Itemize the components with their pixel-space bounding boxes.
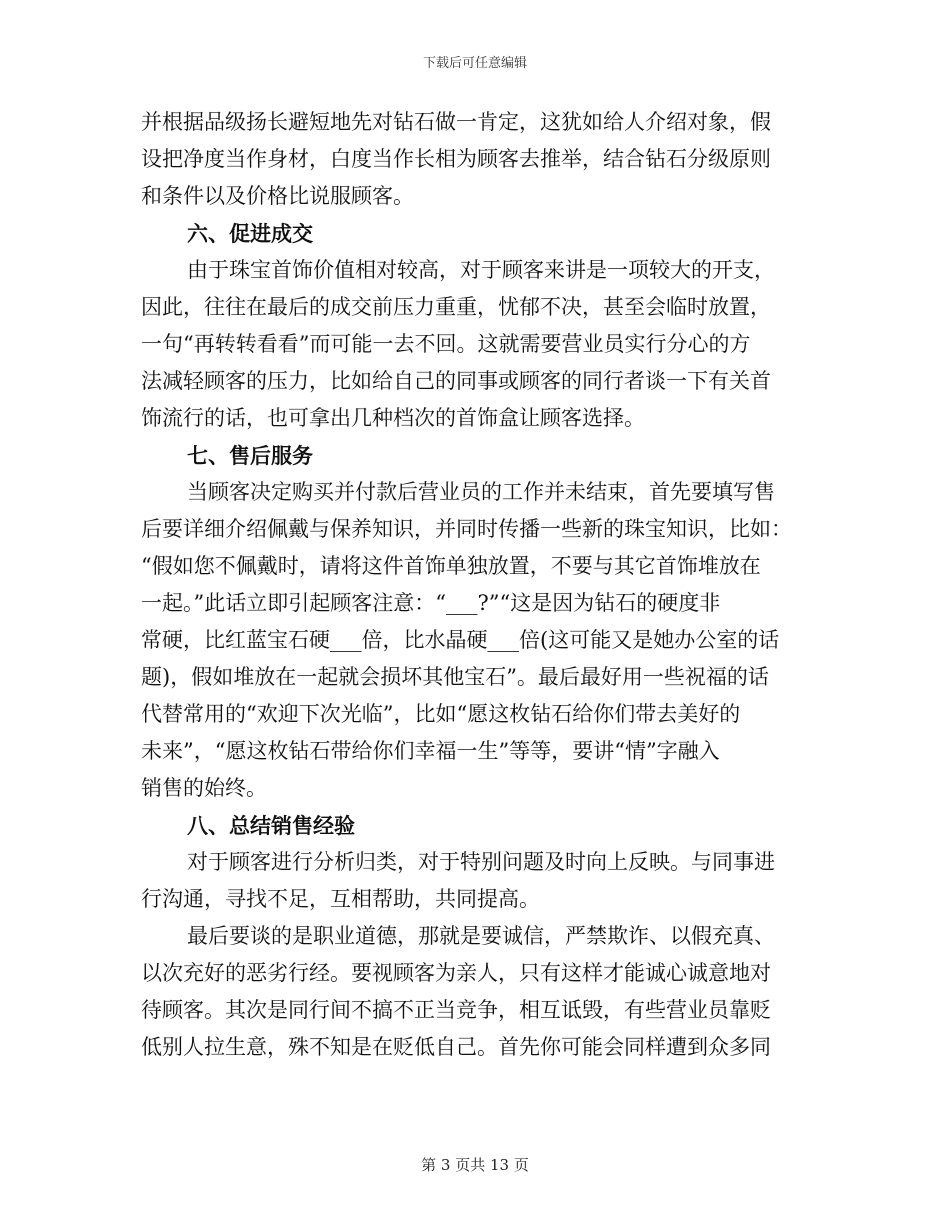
paragraph-line: 由于珠宝首饰价值相对较高，对于顾客来讲是一项较大的开支， xyxy=(187,258,775,282)
paragraph-line: 和条件以及价格比说服顾客。 xyxy=(141,184,414,208)
paragraph-line: 以次充好的恶劣行经。要视顾客为亲人，只有这样才能诚心诚意地对 xyxy=(141,961,771,985)
paragraph-line: 并根据品级扬长避短地先对钻石做一肯定，这犹如给人介绍对象，假 xyxy=(141,110,771,134)
paragraph-line: 饰流行的话，也可拿出几种档次的首饰盒让顾客选择。 xyxy=(141,406,645,430)
page-footer: 第 3 页共 13 页 xyxy=(421,1156,529,1174)
paragraph-line: “假如您不佩戴时，请将这件首饰单独放置，不要与其它首饰堆放在 xyxy=(141,554,761,578)
paragraph-line: 对于顾客进行分析归类，对于特别问题及时向上反映。与同事进 xyxy=(187,850,775,874)
paragraph-line: 低别人拉生意，殊不知是在贬低自己。首先你可能会同样遭到众多同 xyxy=(141,1035,771,1059)
paragraph-line: 销售的始终。 xyxy=(141,776,267,800)
paragraph-line: 因此，往往在最后的成交前压力重重，忧郁不决，甚至会临时放置， xyxy=(141,295,771,319)
paragraph-line: 常硬，比红蓝宝石硬___倍，比水晶硬___倍(这可能又是她办公室的话 xyxy=(141,628,780,652)
paragraph-line: 待顾客。其次是同行间不搞不正当竞争，相互诋毁，有些营业员靠贬 xyxy=(141,998,771,1022)
paragraph-line: 一句“再转转看看”而可能一去不回。这就需要营业员实行分心的方 xyxy=(141,332,751,356)
paragraph-line: 设把净度当作身材，白度当作长相为顾客去推举，结合钻石分级原则 xyxy=(141,147,771,171)
paragraph-line: 后要详细介绍佩戴与保养知识，并同时传播一些新的珠宝知识，比如： xyxy=(141,517,792,541)
paragraph-line: 题)，假如堆放在一起就会损坏其他宝石”。最后最好用一些祝福的话 xyxy=(141,665,769,689)
section-heading: 七、售后服务 xyxy=(187,443,313,468)
paragraph-line: 一起。”此话立即引起顾客注意：“___?”“这是因为钻石的硬度非 xyxy=(141,591,721,615)
paragraph-line: 法减轻顾客的压力，比如给自己的同事或顾客的同行者谈一下有关首 xyxy=(141,369,771,393)
paragraph-line: 最后要谈的是职业道德，那就是要诚信，严禁欺诈、以假充真、 xyxy=(187,924,775,948)
paragraph-line: 行沟通，寻找不足，互相帮助，共同提高。 xyxy=(141,887,540,911)
page-header: 下载后可任意编辑 xyxy=(422,56,527,71)
paragraph-line: 代替常用的“欢迎下次光临”，比如“愿这枚钻石给你们带去美好的 xyxy=(141,702,741,726)
section-heading: 八、总结销售经验 xyxy=(187,813,355,838)
paragraph-line: 当顾客决定购买并付款后营业员的工作并未结束，首先要填写售 xyxy=(187,480,775,504)
document-body xyxy=(141,104,801,1066)
section-heading: 六、促进成交 xyxy=(187,221,313,246)
paragraph-line: 未来”，“愿这枚钻石带给你们幸福一生”等等，要讲“情”字融入 xyxy=(141,739,720,763)
